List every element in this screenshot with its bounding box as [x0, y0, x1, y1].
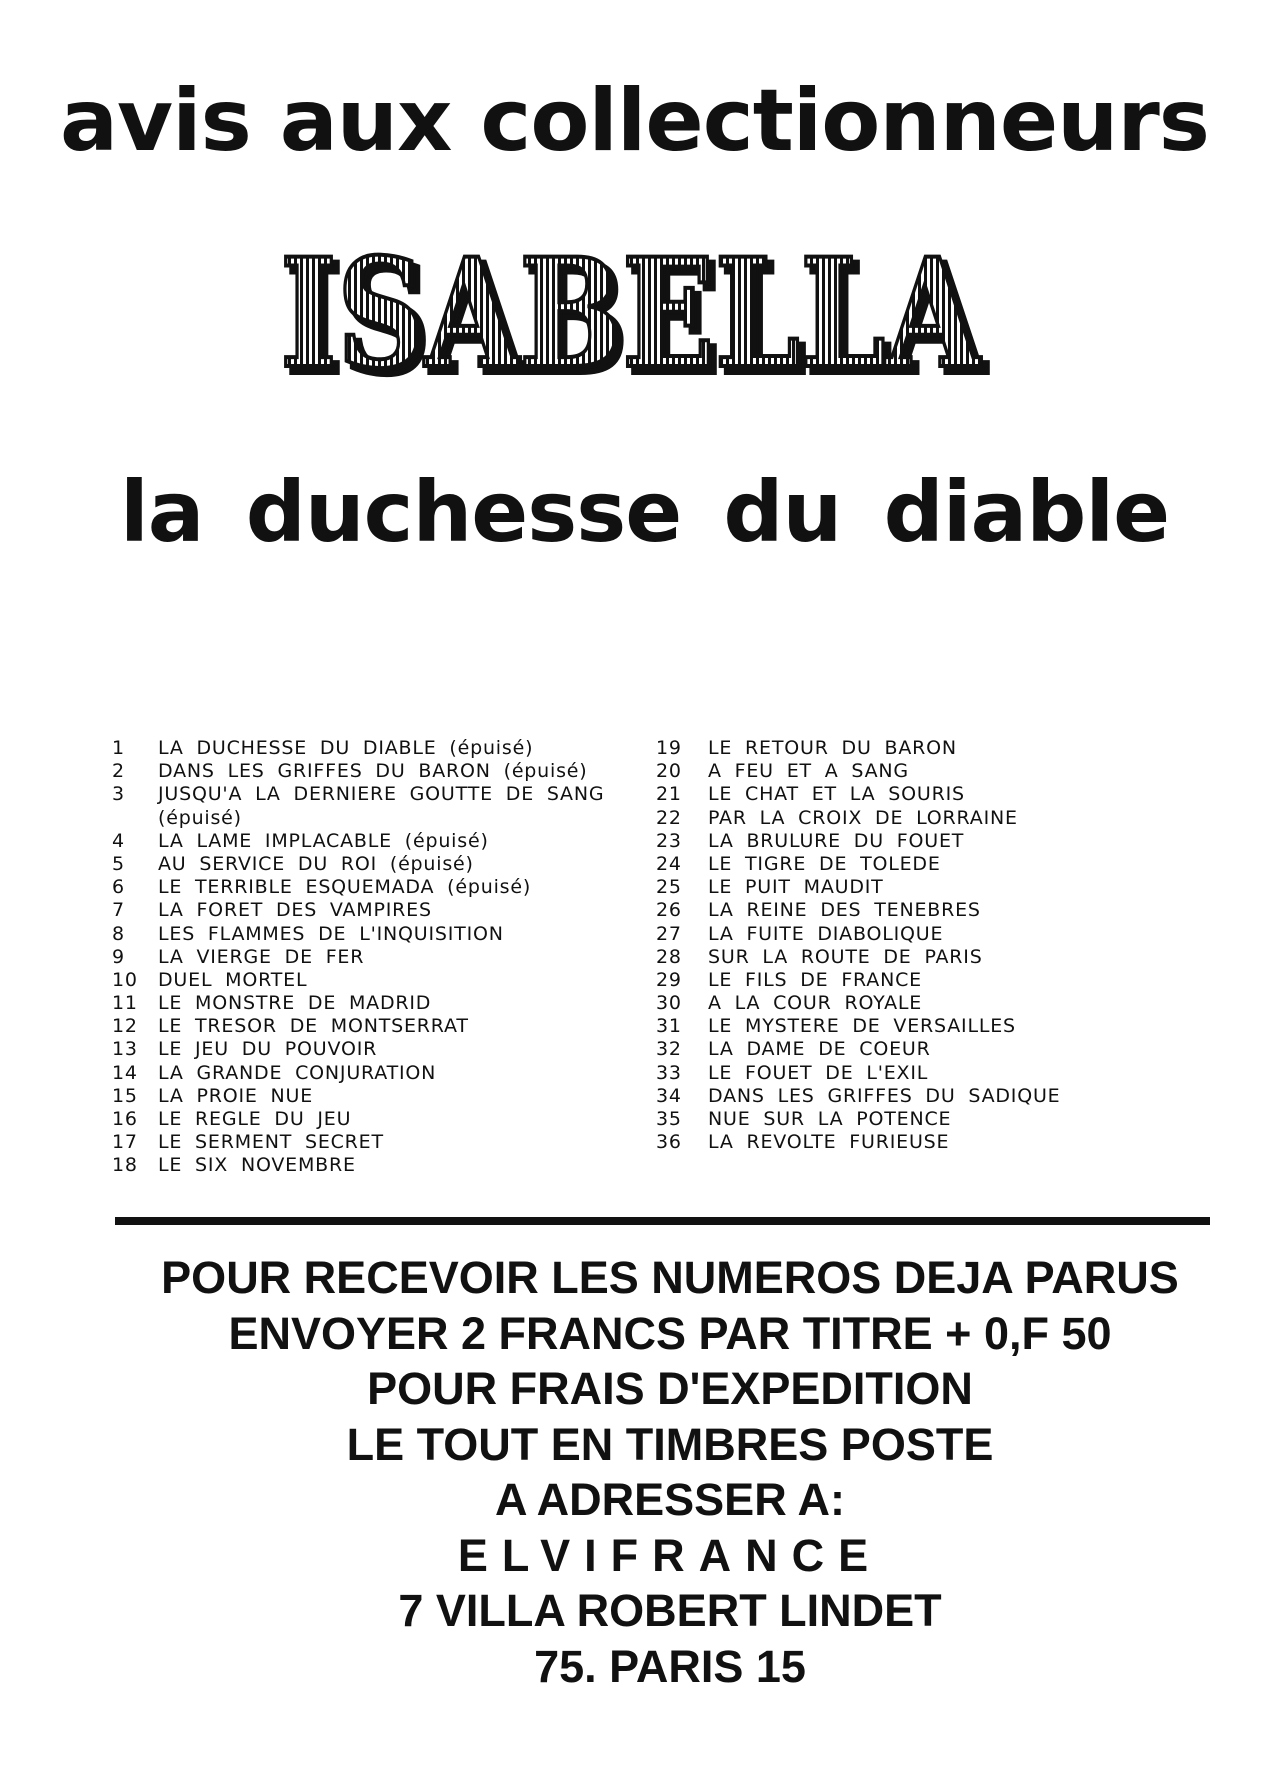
- title-name: PAR LA CROIX DE LORRAINE: [708, 806, 1018, 829]
- title-list-item: [656, 1131, 1216, 1154]
- title-number: [112, 807, 158, 830]
- title-number: 20: [656, 760, 682, 783]
- title-name: A LA COUR ROYALE: [708, 992, 923, 1015]
- svg-text:ISABELLA: ISABELLA: [286, 244, 989, 394]
- title-number: 1: [112, 737, 125, 759]
- title-number: 36: [656, 1131, 682, 1154]
- title-number: 25: [656, 876, 682, 899]
- title-name: LE SIX NOVEMBRE: [158, 1154, 356, 1177]
- publisher-street: 7 VILLA ROBERT LINDET: [398, 1585, 942, 1636]
- title-name: LA REINE DES TENEBRES: [708, 899, 981, 922]
- title-number: 29: [656, 968, 682, 991]
- title-list-item: [656, 1085, 1216, 1108]
- title-name: LA FORET DES VAMPIRES: [158, 899, 432, 922]
- title-list-item: [656, 876, 1216, 899]
- title-name: LE SERMENT SECRET: [158, 1131, 384, 1154]
- order-line-3: POUR FRAIS D'EXPEDITION: [367, 1363, 973, 1414]
- title-number: 32: [656, 1038, 682, 1061]
- title-name: LA REVOLTE FURIEUSE: [708, 1131, 950, 1154]
- title-name: LE JEU DU POUVOIR: [158, 1038, 378, 1061]
- order-line-2: ENVOYER 2 FRANCS PAR TITRE + 0,F 50: [228, 1307, 1112, 1359]
- title-number: 31: [656, 1015, 682, 1038]
- title-list-item: [112, 853, 672, 876]
- title-number: 17: [112, 1131, 138, 1154]
- title-list-item: [112, 783, 672, 806]
- title-name: (épuisé): [158, 806, 242, 829]
- title-name: A FEU ET A SANG: [708, 760, 909, 783]
- title-number: 4: [112, 829, 125, 852]
- title-name: LA PROIE NUE: [158, 1084, 314, 1107]
- isabella-logo: [270, 244, 990, 394]
- headline: avis aux collectionneurs: [60, 71, 1209, 171]
- title-name: LE MONSTRE DE MADRID: [158, 992, 432, 1015]
- title-name: JUSQU'A LA DERNIERE GOUTTE DE SANG: [158, 783, 605, 806]
- title-number: 27: [656, 922, 682, 945]
- title-list-item: [656, 760, 1216, 783]
- subtitle: la duchesse du diable: [120, 463, 1170, 561]
- title-name: LE RETOUR DU BARON: [708, 737, 957, 759]
- title-list-item: [656, 923, 1216, 946]
- title-name: LA DUCHESSE DU DIABLE (épuisé): [158, 737, 534, 759]
- title-name: LE TRESOR DE MONTSERRAT: [158, 1015, 469, 1038]
- title-list-item: [112, 992, 672, 1015]
- titles-list-left: [112, 737, 672, 1178]
- title-list-item: [656, 946, 1216, 969]
- title-name: NUE SUR LA POTENCE: [708, 1108, 952, 1130]
- title-name: LA LAME IMPLACABLE (épuisé): [158, 829, 489, 852]
- title-number: 22: [656, 806, 682, 829]
- title-number: 24: [656, 852, 682, 875]
- title-name: LE REGLE DU JEU: [158, 1108, 352, 1130]
- title-name: SUR LA ROUTE DE PARIS: [708, 945, 983, 968]
- title-number: 23: [656, 829, 682, 852]
- title-number: 12: [112, 1015, 138, 1038]
- title-number: 13: [112, 1038, 138, 1061]
- title-list-item: [112, 1108, 672, 1131]
- publisher-name: ELVIFRANCE: [457, 1529, 883, 1581]
- order-line-5: A ADRESSER A:: [494, 1474, 846, 1525]
- title-list-item: [112, 1062, 672, 1085]
- order-info: [60, 1250, 1280, 1694]
- title-number: 28: [656, 945, 682, 968]
- title-list-item: [656, 969, 1216, 992]
- title-list-item: [112, 899, 672, 922]
- title-list-item: [656, 807, 1216, 830]
- title-number: 9: [112, 945, 125, 968]
- title-list-item: [112, 876, 672, 899]
- title-name: LES FLAMMES DE L'INQUISITION: [158, 922, 504, 945]
- title-name: LE FILS DE FRANCE: [708, 968, 922, 991]
- order-line-1: POUR RECEVOIR LES NUMEROS DEJA PARUS: [161, 1252, 1179, 1303]
- title-number: 6: [112, 876, 125, 899]
- title-list-item: [656, 1062, 1216, 1085]
- title-list-item: [112, 807, 672, 830]
- title-number: 35: [656, 1108, 682, 1130]
- title-name: LE MYSTERE DE VERSAILLES: [708, 1015, 1016, 1038]
- title-list-item: [656, 1015, 1216, 1038]
- title-list-item: [656, 992, 1216, 1015]
- titles-list-right: [656, 737, 1216, 1154]
- title-name: DANS LES GRIFFES DU SADIQUE: [708, 1084, 1061, 1107]
- title-number: 18: [112, 1154, 138, 1177]
- title-name: AU SERVICE DU ROI (épuisé): [158, 852, 474, 875]
- title-number: 34: [656, 1084, 682, 1107]
- title-number: 2: [112, 760, 125, 783]
- publisher-city: 75. PARIS 15: [534, 1640, 806, 1692]
- order-line-4: LE TOUT EN TIMBRES POSTE: [346, 1418, 994, 1470]
- title-list-item: [656, 783, 1216, 806]
- title-list-item: [656, 899, 1216, 922]
- title-number: 15: [112, 1084, 138, 1107]
- title-list-item: [656, 853, 1216, 876]
- title-list-item: [112, 1131, 672, 1154]
- title-list-item: [112, 1085, 672, 1108]
- title-number: 10: [112, 968, 138, 991]
- title-list-item: [656, 737, 1216, 760]
- title-name: DUEL MORTEL: [158, 968, 308, 991]
- title-name: LA BRULURE DU FOUET: [708, 829, 965, 852]
- title-list-item: [656, 1038, 1216, 1061]
- title-name: LE FOUET DE L'EXIL: [708, 1061, 929, 1084]
- title-list-item: [656, 1108, 1216, 1131]
- title-name: LE TIGRE DE TOLEDE: [708, 852, 941, 875]
- title-list-item: [112, 1154, 672, 1177]
- title-list-item: [112, 1038, 672, 1061]
- title-list-item: [112, 946, 672, 969]
- title-number: 33: [656, 1061, 682, 1084]
- title-number: 8: [112, 922, 125, 945]
- title-name: LE TERRIBLE ESQUEMADA (épuisé): [158, 876, 532, 899]
- title-name: LA VIERGE DE FER: [158, 945, 365, 968]
- divider-rule: [115, 1217, 1210, 1225]
- title-list-item: [112, 923, 672, 946]
- title-name: LE CHAT ET LA SOURIS: [708, 783, 965, 806]
- title-list-item: [112, 737, 672, 760]
- title-list-item: [112, 1015, 672, 1038]
- title-number: 30: [656, 992, 682, 1015]
- title-name: LA DAME DE COEUR: [708, 1038, 931, 1061]
- title-list-item: [112, 830, 672, 853]
- title-number: 7: [112, 899, 125, 922]
- title-list-item: [112, 760, 672, 783]
- title-number: 16: [112, 1108, 138, 1130]
- isabella-logo-lettering: ISABELLA: [280, 244, 983, 394]
- title-name: LA GRANDE CONJURATION: [158, 1061, 437, 1084]
- title-number: 14: [112, 1061, 138, 1084]
- title-number: 5: [112, 852, 125, 875]
- title-number: 21: [656, 783, 682, 806]
- title-number: 11: [112, 992, 138, 1015]
- title-number: 3: [112, 783, 125, 806]
- title-number: 19: [656, 737, 682, 759]
- title-list-item: [112, 969, 672, 992]
- title-number: 26: [656, 899, 682, 922]
- title-name: LE PUIT MAUDIT: [708, 876, 884, 899]
- title-name: DANS LES GRIFFES DU BARON (épuisé): [158, 760, 588, 783]
- title-name: LA FUITE DIABOLIQUE: [708, 922, 944, 945]
- title-list-item: [656, 830, 1216, 853]
